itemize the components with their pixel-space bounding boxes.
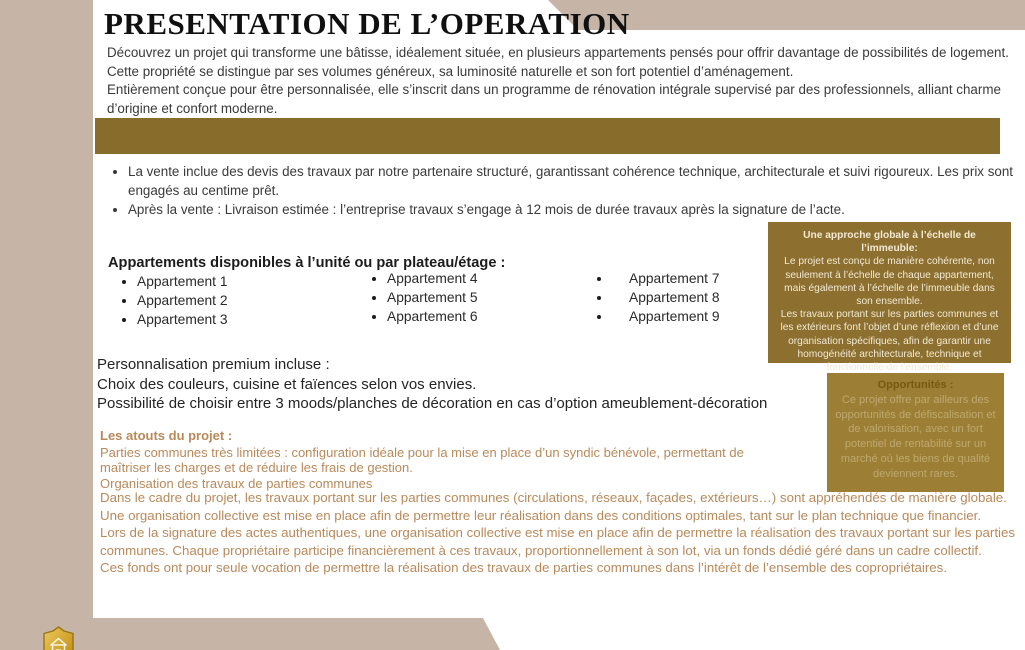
apartment-column-2: [372, 269, 478, 326]
callout-paragraph: Les travaux portant sur les parties communes et les extérieurs font l’objet d’une réflexion et d’une organisation spécifiques, afin de garantir une homogénéité architecturale, technique et fonctionnelle de l’ensemble.: [780, 309, 999, 374]
gold-paragraph: Une organisation collective est mise en place afin de permettre leur réalisation dans des conditions optimales, tant sur le plan technique que financier.: [100, 507, 982, 523]
intro-text: [107, 44, 1012, 118]
sale-bullet-list: [112, 163, 1018, 221]
intro-paragraph: Entièrement conçue pour être personnalisée, elle s’inscrit dans un programme de rénovation intégrale supervisé par des professionnels, alliant charme d’origine et confort moderne.: [107, 82, 1001, 116]
house-shield-icon: [40, 626, 77, 650]
callout-body: Ce projet offre par ailleurs des opportunités de défiscalisation et de valorisation, avec un fort potentiel de rentabilité sur un marché où les biens de qualité deviennent rares.: [835, 393, 996, 480]
opportunites-callout: [827, 373, 1004, 492]
list-item: [372, 269, 478, 288]
gold-paragraph: Lors de la signature des actes authentiques, une organisation collective est mise en place afin de permettre la réalisation des travaux portant sur les parties communes. Chaque propriétaire participe financièrement à ces travaux, proportionnellement à son lot, via un fonds dédié géré dans un cadre collectif.: [100, 525, 1016, 558]
personnalisation-line: Possibilité de choisir entre 3 moods/planches de décoration en cas d’option ameublement-décoration: [97, 395, 768, 413]
list-item: [122, 291, 228, 310]
approche-globale-callout: [768, 222, 1011, 374]
list-item: [372, 288, 478, 307]
personnalisation-block: [97, 355, 797, 414]
callout-title: Opportunités :: [877, 379, 954, 391]
apartments-heading: Appartements disponibles à l’unité ou par plateau/étage :: [108, 255, 506, 271]
bottom-tan-shape: [93, 618, 500, 650]
list-item: [122, 310, 228, 329]
parties-communes-paragraphs: [100, 489, 1022, 577]
bullet-icon: [597, 315, 601, 319]
personnalisation-line: Choix des couleurs, cuisine et faïences selon vos envies.: [97, 375, 477, 393]
callout-paragraph: Le projet est conçu de manière cohérente, non seulement à l’échelle de chaque appartement, mais également à l’échelle de l’immeuble dans son ensemble.: [784, 256, 995, 308]
apartment-label: Appartement 7: [629, 271, 720, 286]
sale-bullet: • Après la vente : Livraison estimée : l’entreprise travaux s’engage à 12 mois de durée travaux après la signature de l’acte.: [128, 201, 1018, 220]
apartment-label: Appartement 4: [387, 271, 478, 286]
apartment-label: Appartement 1: [137, 274, 228, 289]
bullet-icon: [597, 296, 601, 300]
bullet-icon: [372, 277, 376, 281]
apartment-label: Appartement 6: [387, 309, 478, 324]
bullet-icon: [122, 299, 126, 303]
list-item: [122, 272, 228, 291]
gold-divider-band: [95, 118, 1000, 154]
apartment-label: Appartement 9: [629, 309, 720, 324]
atouts-heading: Les atouts du projet :: [100, 428, 233, 443]
atouts-line: Organisation des travaux de parties communes: [100, 475, 373, 491]
list-item: [597, 269, 720, 288]
list-item: [597, 307, 720, 326]
apartment-column-3: [597, 269, 720, 326]
bullet-icon: [372, 315, 376, 319]
left-tan-panel: [0, 0, 93, 650]
bullet-icon: [122, 280, 126, 284]
intro-paragraph: Découvrez un projet qui transforme une bâtisse, idéalement située, en plusieurs appartements pensés pour offrir davantage de possibilités de logement.: [107, 45, 1009, 60]
gold-paragraph: Ces fonds ont pour seule vocation de permettre la réalisation des travaux de parties communes dans l’intérêt de l’ensemble des copropriétaires.: [100, 560, 948, 575]
intro-paragraph: Cette propriété se distingue par ses volumes généreux, sa luminosité naturelle et son fort potentiel d’aménagement.: [107, 63, 794, 79]
apartment-label: Appartement 5: [387, 290, 478, 305]
atouts-line: Parties communes très limitées : configuration idéale pour la mise en place d’un syndic bénévole, permettant de maîtriser les charges et de réduire les frais de gestion.: [100, 444, 744, 476]
page-title: PRESENTATION DE L’OPERATION: [104, 6, 630, 41]
apartment-label: Appartement 8: [629, 290, 720, 305]
apartment-label: Appartement 3: [137, 312, 228, 327]
apartment-label: Appartement 2: [137, 293, 228, 308]
sale-bullet: • La vente inclue des devis des travaux par notre partenaire structuré, garantissant cohérence technique, architecturale et suivi rigoureux. Les prix sont engagés au centime prêt.: [128, 163, 1018, 200]
personnalisation-line: Personnalisation premium incluse :: [97, 356, 330, 373]
bullet-icon: [597, 277, 601, 281]
atouts-block: [100, 428, 765, 491]
list-item: [372, 307, 478, 326]
bullet-icon: [372, 296, 376, 300]
callout-title: Une approche globale à l’échelle de l’immeuble:: [803, 230, 976, 255]
bullet-icon: [122, 318, 126, 322]
apartment-column-1: [122, 272, 228, 329]
list-item: [597, 288, 720, 307]
gold-paragraph: Dans le cadre du projet, les travaux portant sur les parties communes (circulations, réseaux, façades, extérieurs…) sont appréhendés de manière globale.: [100, 490, 1007, 505]
